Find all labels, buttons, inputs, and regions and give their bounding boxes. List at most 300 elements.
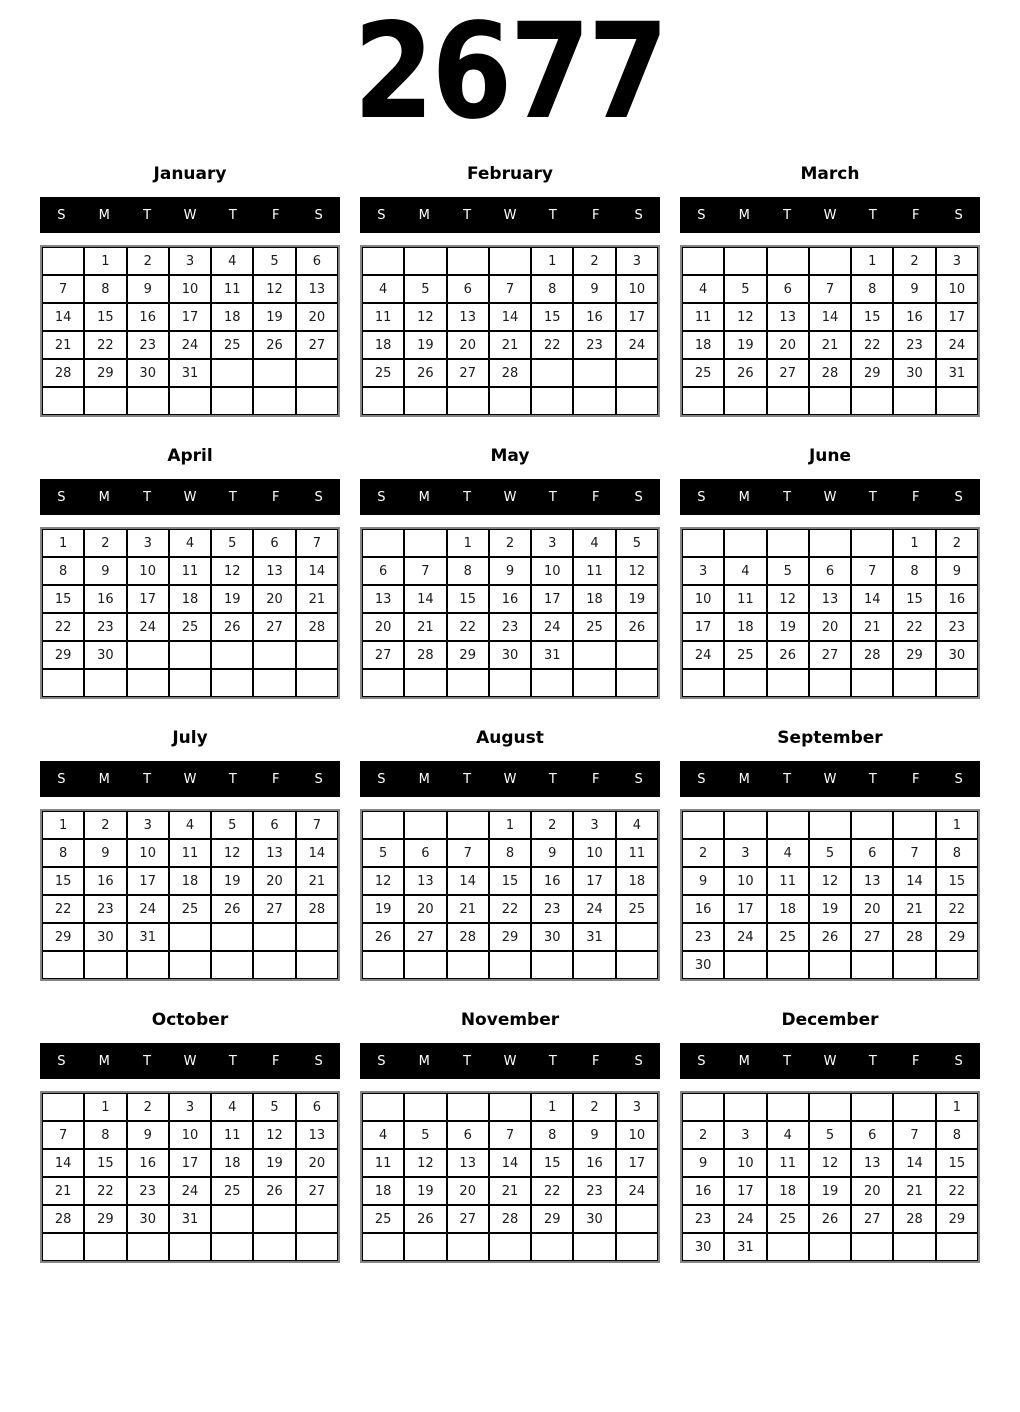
day-cell: 25 (362, 1205, 404, 1233)
day-cell: 26 (404, 1205, 446, 1233)
day-cell: 20 (809, 613, 851, 641)
day-cell-empty (169, 1233, 211, 1261)
day-cell-empty (362, 387, 404, 415)
day-cell-empty (573, 641, 615, 669)
day-cell: 29 (447, 641, 489, 669)
day-cell: 25 (169, 895, 211, 923)
day-cell-empty (616, 1205, 658, 1233)
weekday-label: W (183, 489, 197, 505)
day-cell: 15 (489, 867, 531, 895)
day-cell-empty (211, 387, 253, 415)
weekday-label: S (314, 1053, 323, 1069)
day-cell-empty (767, 811, 809, 839)
month-february (360, 150, 660, 417)
day-cell-empty (296, 669, 338, 697)
day-cell: 11 (682, 303, 724, 331)
day-cell: 13 (362, 585, 404, 613)
month-name: July (172, 727, 208, 748)
day-grid (680, 1091, 980, 1263)
day-cell: 17 (616, 1149, 658, 1177)
day-cell: 10 (573, 839, 615, 867)
day-cell: 30 (127, 1205, 169, 1233)
day-cell: 20 (447, 1177, 489, 1205)
day-cell: 18 (169, 585, 211, 613)
day-cell: 26 (211, 613, 253, 641)
day-cell: 10 (936, 275, 978, 303)
day-cell: 8 (936, 839, 978, 867)
day-cell: 28 (296, 613, 338, 641)
day-cell-empty (573, 669, 615, 697)
day-cell: 10 (724, 867, 766, 895)
day-cell: 2 (682, 839, 724, 867)
day-cell: 4 (169, 529, 211, 557)
day-cell: 15 (936, 867, 978, 895)
day-cell: 9 (127, 1121, 169, 1149)
day-cell: 31 (127, 923, 169, 951)
day-cell: 24 (127, 895, 169, 923)
day-cell-empty (531, 1233, 573, 1261)
day-cell: 27 (447, 359, 489, 387)
day-cell: 14 (809, 303, 851, 331)
month-name: October (151, 1009, 229, 1030)
day-cell: 8 (42, 839, 84, 867)
day-cell: 4 (362, 1121, 404, 1149)
day-cell-empty (851, 951, 893, 979)
day-cell-empty (531, 669, 573, 697)
day-cell: 18 (362, 1177, 404, 1205)
day-cell-empty (211, 923, 253, 951)
day-cell: 9 (893, 275, 935, 303)
day-cell: 18 (724, 613, 766, 641)
day-cell: 15 (893, 585, 935, 613)
day-cell: 4 (682, 275, 724, 303)
day-cell: 21 (42, 331, 84, 359)
weekday-label: T (783, 1053, 792, 1069)
day-cell: 12 (253, 275, 295, 303)
day-cell: 9 (84, 839, 126, 867)
day-cell: 9 (127, 275, 169, 303)
weekday-label: S (377, 771, 386, 787)
day-cell-empty (404, 951, 446, 979)
day-cell-empty (127, 641, 169, 669)
day-cell: 2 (84, 529, 126, 557)
day-cell: 18 (573, 585, 615, 613)
day-cell-empty (616, 923, 658, 951)
day-cell: 24 (724, 1205, 766, 1233)
day-cell-empty (489, 387, 531, 415)
day-cell: 28 (809, 359, 851, 387)
day-cell: 29 (893, 641, 935, 669)
day-cell-empty (809, 951, 851, 979)
weekday-label: S (377, 1053, 386, 1069)
day-cell-empty (253, 1233, 295, 1261)
weekday-label: F (591, 1053, 600, 1069)
weekday-label: T (463, 1053, 472, 1069)
day-grid (40, 809, 340, 981)
day-cell-empty (296, 1205, 338, 1233)
day-cell-empty (573, 387, 615, 415)
day-cell: 6 (851, 839, 893, 867)
day-cell: 21 (42, 1177, 84, 1205)
weekday-header-row (40, 761, 340, 797)
day-cell: 14 (296, 557, 338, 585)
weekday-label: W (503, 771, 517, 787)
day-cell: 27 (851, 1205, 893, 1233)
month-name: December (781, 1009, 879, 1030)
day-cell: 5 (211, 811, 253, 839)
day-cell: 14 (42, 303, 84, 331)
weekday-header-row (680, 1043, 980, 1079)
day-cell: 21 (893, 1177, 935, 1205)
day-cell: 5 (253, 1093, 295, 1121)
day-cell: 24 (616, 1177, 658, 1205)
day-cell: 27 (296, 331, 338, 359)
day-cell-empty (573, 1233, 615, 1261)
day-cell: 7 (809, 275, 851, 303)
day-cell-empty (84, 387, 126, 415)
day-cell: 19 (809, 895, 851, 923)
day-cell: 8 (489, 839, 531, 867)
day-cell: 4 (362, 275, 404, 303)
day-cell: 16 (489, 585, 531, 613)
day-cell: 13 (296, 275, 338, 303)
day-cell-empty (936, 1233, 978, 1261)
weekday-label: S (954, 1053, 963, 1069)
day-cell: 7 (447, 839, 489, 867)
weekday-label: T (548, 771, 557, 787)
day-cell: 27 (296, 1177, 338, 1205)
day-cell: 26 (211, 895, 253, 923)
day-cell-empty (169, 387, 211, 415)
day-cell: 17 (724, 895, 766, 923)
day-cell: 9 (531, 839, 573, 867)
day-cell: 18 (767, 1177, 809, 1205)
weekday-label: S (314, 207, 323, 223)
day-cell: 10 (127, 839, 169, 867)
day-cell-empty (851, 811, 893, 839)
day-cell: 6 (809, 557, 851, 585)
day-cell: 19 (211, 867, 253, 895)
day-cell: 19 (809, 1177, 851, 1205)
day-cell: 29 (42, 641, 84, 669)
day-cell: 28 (893, 923, 935, 951)
day-cell-empty (767, 951, 809, 979)
weekday-header-row (360, 761, 660, 797)
day-grid (360, 809, 660, 981)
weekday-label: M (418, 1053, 430, 1069)
day-cell: 17 (127, 585, 169, 613)
day-grid (360, 527, 660, 699)
day-cell: 12 (404, 303, 446, 331)
weekday-label: W (503, 489, 517, 505)
day-cell-empty (127, 669, 169, 697)
day-cell: 13 (447, 303, 489, 331)
day-cell-empty (682, 529, 724, 557)
day-cell-empty (893, 811, 935, 839)
day-cell-empty (893, 951, 935, 979)
month-november (360, 996, 660, 1263)
day-cell-empty (447, 247, 489, 275)
day-cell: 18 (362, 331, 404, 359)
month-december (680, 996, 980, 1263)
day-cell-empty (851, 529, 893, 557)
day-cell: 22 (42, 613, 84, 641)
day-cell-empty (809, 669, 851, 697)
day-cell-empty (682, 1093, 724, 1121)
day-cell: 26 (616, 613, 658, 641)
day-cell: 22 (447, 613, 489, 641)
day-cell: 1 (531, 1093, 573, 1121)
day-cell: 28 (404, 641, 446, 669)
weekday-label: F (591, 489, 600, 505)
day-cell: 22 (936, 1177, 978, 1205)
day-cell: 6 (296, 247, 338, 275)
day-cell: 25 (616, 895, 658, 923)
weekday-header-row (40, 479, 340, 515)
day-cell-empty (404, 387, 446, 415)
day-cell: 28 (489, 359, 531, 387)
day-cell-empty (169, 669, 211, 697)
day-cell: 12 (809, 1149, 851, 1177)
day-cell-empty (616, 387, 658, 415)
weekday-label: T (548, 207, 557, 223)
day-cell: 18 (169, 867, 211, 895)
weekday-label: W (183, 771, 197, 787)
weekday-label: S (697, 771, 706, 787)
day-cell-empty (362, 811, 404, 839)
weekday-label: T (143, 771, 152, 787)
weekday-label: M (98, 771, 110, 787)
day-cell-empty (893, 1233, 935, 1261)
day-cell-empty (936, 387, 978, 415)
weekday-label: M (418, 489, 430, 505)
day-cell: 18 (616, 867, 658, 895)
weekday-label: S (314, 489, 323, 505)
day-cell: 28 (296, 895, 338, 923)
weekday-label: F (911, 771, 920, 787)
weekday-label: M (98, 1053, 110, 1069)
day-cell: 27 (253, 895, 295, 923)
weekday-label: W (823, 489, 837, 505)
day-cell: 15 (531, 1149, 573, 1177)
day-cell: 21 (447, 895, 489, 923)
day-cell: 24 (936, 331, 978, 359)
day-cell: 19 (253, 1149, 295, 1177)
weekday-label: T (228, 771, 237, 787)
day-cell: 12 (724, 303, 766, 331)
day-cell: 25 (211, 1177, 253, 1205)
weekday-label: T (868, 1053, 877, 1069)
weekday-label: M (738, 207, 750, 223)
day-cell: 30 (682, 1233, 724, 1261)
weekday-header-row (680, 197, 980, 233)
day-cell: 23 (127, 331, 169, 359)
day-cell: 27 (253, 613, 295, 641)
weekday-label: F (591, 207, 600, 223)
day-cell: 26 (253, 1177, 295, 1205)
day-grid (680, 809, 980, 981)
day-cell: 26 (809, 1205, 851, 1233)
day-cell: 23 (531, 895, 573, 923)
day-cell: 20 (404, 895, 446, 923)
day-cell: 12 (362, 867, 404, 895)
day-cell-empty (404, 1093, 446, 1121)
day-cell: 16 (84, 585, 126, 613)
day-cell: 15 (42, 867, 84, 895)
day-cell: 20 (851, 895, 893, 923)
day-cell-empty (253, 923, 295, 951)
day-cell-empty (893, 669, 935, 697)
weekday-label: M (418, 771, 430, 787)
day-cell-empty (84, 669, 126, 697)
day-cell: 2 (84, 811, 126, 839)
day-cell: 7 (296, 811, 338, 839)
day-cell-empty (404, 811, 446, 839)
day-cell: 10 (724, 1149, 766, 1177)
day-cell-empty (936, 951, 978, 979)
weekday-label: T (783, 207, 792, 223)
day-cell-empty (127, 951, 169, 979)
month-name: February (466, 163, 554, 184)
day-cell: 13 (296, 1121, 338, 1149)
day-cell: 13 (253, 839, 295, 867)
day-cell: 19 (253, 303, 295, 331)
day-cell: 19 (404, 331, 446, 359)
day-cell: 27 (404, 923, 446, 951)
day-cell-empty (809, 1233, 851, 1261)
day-cell: 9 (936, 557, 978, 585)
day-cell: 13 (767, 303, 809, 331)
day-cell: 26 (404, 359, 446, 387)
day-cell-empty (84, 1233, 126, 1261)
day-cell-empty (489, 247, 531, 275)
weekday-label: M (98, 489, 110, 505)
month-june (680, 432, 980, 699)
day-cell: 24 (169, 1177, 211, 1205)
day-cell: 4 (724, 557, 766, 585)
month-august (360, 714, 660, 981)
day-cell: 17 (724, 1177, 766, 1205)
day-cell: 29 (936, 1205, 978, 1233)
day-cell-empty (682, 669, 724, 697)
day-cell-empty (682, 247, 724, 275)
day-cell: 13 (447, 1149, 489, 1177)
day-cell: 1 (447, 529, 489, 557)
day-cell: 5 (362, 839, 404, 867)
day-cell: 13 (809, 585, 851, 613)
day-cell: 29 (531, 1205, 573, 1233)
day-cell: 15 (851, 303, 893, 331)
day-cell-empty (767, 1093, 809, 1121)
day-cell: 27 (851, 923, 893, 951)
day-cell: 29 (936, 923, 978, 951)
day-cell: 4 (211, 1093, 253, 1121)
day-cell-empty (296, 951, 338, 979)
day-cell: 22 (893, 613, 935, 641)
day-cell: 3 (531, 529, 573, 557)
month-name: May (490, 445, 530, 466)
day-cell-empty (253, 669, 295, 697)
weekday-label: F (271, 207, 280, 223)
day-cell: 12 (211, 839, 253, 867)
day-cell: 15 (936, 1149, 978, 1177)
weekday-label: T (548, 1053, 557, 1069)
day-cell: 20 (296, 303, 338, 331)
weekday-label: T (548, 489, 557, 505)
day-cell: 6 (253, 529, 295, 557)
weekday-label: F (271, 771, 280, 787)
weekday-label: W (503, 1053, 517, 1069)
day-cell: 28 (893, 1205, 935, 1233)
day-cell: 8 (531, 275, 573, 303)
day-cell: 27 (447, 1205, 489, 1233)
day-cell: 18 (767, 895, 809, 923)
day-cell: 14 (851, 585, 893, 613)
day-cell-empty (851, 1233, 893, 1261)
months-grid (0, 150, 1020, 1263)
day-cell: 21 (893, 895, 935, 923)
day-cell: 6 (404, 839, 446, 867)
day-cell-empty (169, 641, 211, 669)
day-cell: 28 (447, 923, 489, 951)
day-cell: 11 (169, 557, 211, 585)
day-grid (40, 527, 340, 699)
day-cell-empty (893, 387, 935, 415)
day-cell-empty (404, 669, 446, 697)
weekday-label: F (911, 1053, 920, 1069)
day-cell-empty (682, 387, 724, 415)
day-cell: 20 (447, 331, 489, 359)
day-cell: 11 (211, 275, 253, 303)
day-cell-empty (767, 529, 809, 557)
day-cell-empty (573, 951, 615, 979)
day-cell: 20 (767, 331, 809, 359)
day-cell: 12 (616, 557, 658, 585)
day-cell: 11 (211, 1121, 253, 1149)
day-cell: 8 (447, 557, 489, 585)
day-grid (360, 245, 660, 417)
weekday-label: F (911, 207, 920, 223)
day-cell: 29 (489, 923, 531, 951)
day-cell: 5 (724, 275, 766, 303)
day-cell: 5 (404, 1121, 446, 1149)
day-cell: 3 (724, 1121, 766, 1149)
weekday-label: W (823, 771, 837, 787)
day-cell-empty (767, 1233, 809, 1261)
day-cell: 12 (404, 1149, 446, 1177)
day-cell: 6 (447, 1121, 489, 1149)
day-cell-empty (362, 951, 404, 979)
day-cell: 21 (404, 613, 446, 641)
weekday-label: S (57, 1053, 66, 1069)
day-cell-empty (531, 387, 573, 415)
day-cell-empty (211, 951, 253, 979)
weekday-label: F (271, 489, 280, 505)
day-cell-empty (42, 387, 84, 415)
day-cell-empty (211, 641, 253, 669)
day-cell: 1 (84, 247, 126, 275)
day-cell: 22 (84, 331, 126, 359)
day-cell: 19 (362, 895, 404, 923)
day-cell: 9 (489, 557, 531, 585)
day-cell: 3 (616, 1093, 658, 1121)
month-name: November (460, 1009, 560, 1030)
day-cell: 6 (296, 1093, 338, 1121)
day-cell: 2 (573, 247, 615, 275)
day-cell: 8 (84, 1121, 126, 1149)
weekday-label: T (868, 489, 877, 505)
day-cell: 23 (489, 613, 531, 641)
